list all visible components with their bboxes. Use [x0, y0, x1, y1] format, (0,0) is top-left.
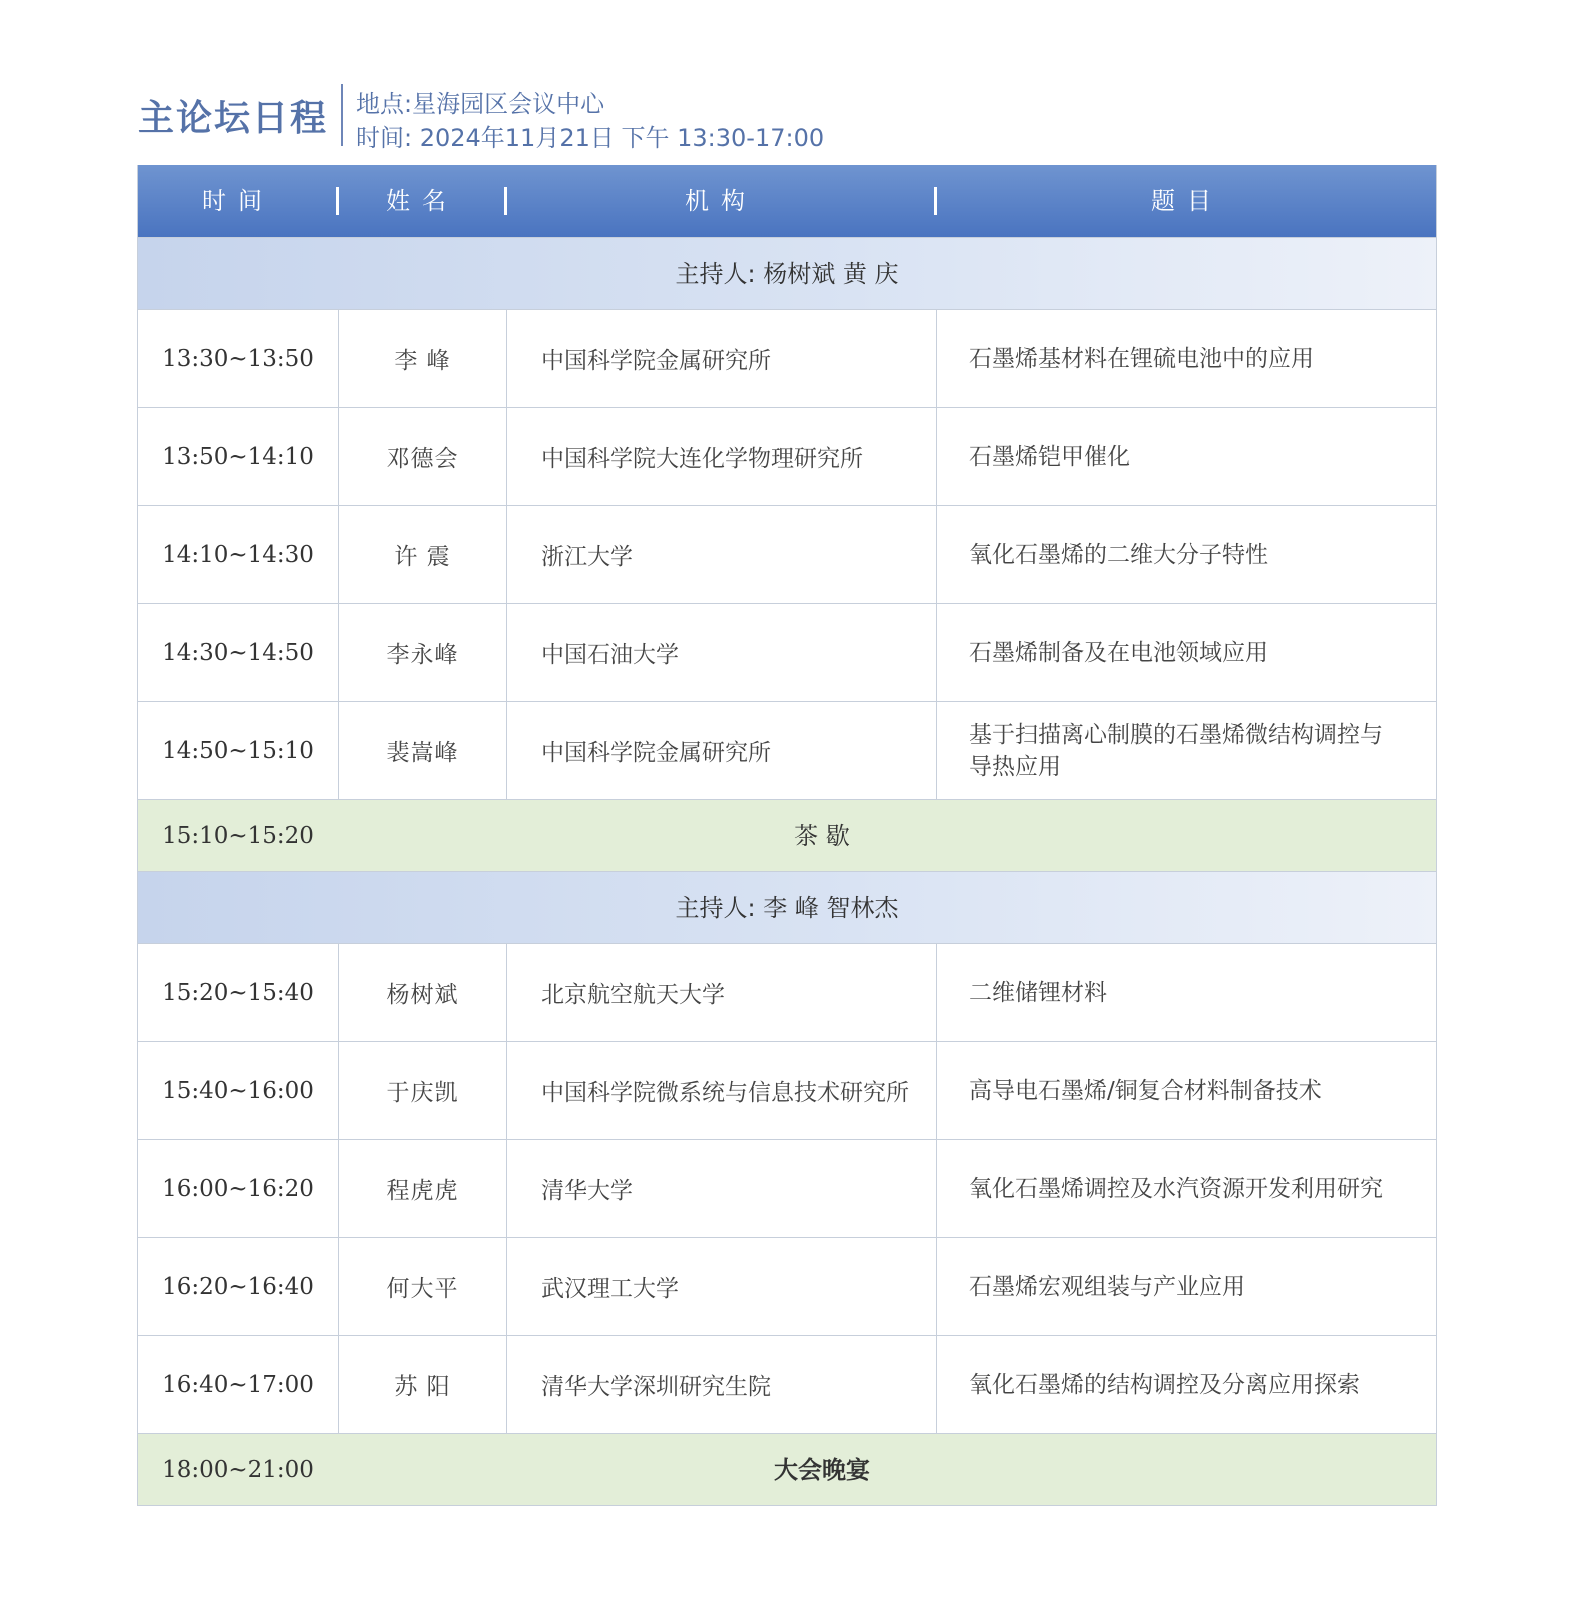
org-cell: 清华大学深圳研究生院 — [506, 1336, 936, 1433]
host-row: 主持人: 杨树斌 黄 庆 — [138, 237, 1436, 309]
table-row — [138, 1335, 1436, 1433]
tea-break-row — [138, 799, 1436, 871]
org-cell: 中国科学院金属研究所 — [506, 702, 936, 799]
column-header-topic: 题目 — [1151, 187, 1223, 215]
column-header-time: 时间 — [202, 187, 274, 215]
table-row — [138, 1139, 1436, 1237]
org-cell: 中国科学院大连化学物理研究所 — [506, 408, 936, 505]
banquet-label: 大会晚宴 — [774, 1456, 870, 1484]
venue-text: 地点:星海园区会议中心 — [356, 90, 605, 118]
speaker-cell: 杨树斌 — [338, 944, 506, 1041]
table-row — [138, 505, 1436, 603]
time-cell: 15:40~16:00 — [162, 1077, 314, 1104]
org-cell: 中国石油大学 — [506, 604, 936, 701]
topic-cell: 石墨烯基材料在锂硫电池中的应用 — [936, 310, 1438, 407]
speaker-cell: 程虎虎 — [338, 1140, 506, 1237]
time-cell: 16:40~17:00 — [162, 1371, 314, 1398]
time-cell: 16:20~16:40 — [162, 1273, 314, 1300]
speaker-cell: 李永峰 — [338, 604, 506, 701]
page-header — [138, 78, 1438, 152]
table-row — [138, 1237, 1436, 1335]
time-cell: 16:00~16:20 — [162, 1175, 314, 1202]
date-time-text: 时间: 2024年11月21日 下午 13:30-17:00 — [356, 124, 825, 152]
time-cell: 14:30~14:50 — [162, 639, 314, 666]
org-cell: 武汉理工大学 — [506, 1238, 936, 1335]
org-cell: 中国科学院金属研究所 — [506, 310, 936, 407]
time-cell: 13:30~13:50 — [162, 345, 314, 372]
speaker-cell: 于庆凯 — [338, 1042, 506, 1139]
table-row — [138, 943, 1436, 1041]
table-row — [138, 1041, 1436, 1139]
time-cell: 14:10~14:30 — [162, 541, 314, 568]
org-cell: 清华大学 — [506, 1140, 936, 1237]
banquet-time: 18:00~21:00 — [162, 1457, 314, 1483]
topic-cell: 氧化石墨烯的二维大分子特性 — [936, 506, 1438, 603]
topic-cell: 二维储锂材料 — [936, 944, 1438, 1041]
break-time: 15:10~15:20 — [162, 823, 314, 849]
speaker-cell: 李 峰 — [338, 310, 506, 407]
table-row — [138, 309, 1436, 407]
speaker-cell: 邓德会 — [338, 408, 506, 505]
schedule-table — [137, 165, 1437, 1506]
topic-cell: 氧化石墨烯调控及水汽资源开发利用研究 — [936, 1140, 1438, 1237]
topic-cell: 高导电石墨烯/铜复合材料制备技术 — [936, 1042, 1438, 1139]
table-row — [138, 603, 1436, 701]
page-title: 主论坛日程 — [138, 98, 329, 139]
time-cell: 15:20~15:40 — [162, 979, 314, 1006]
time-cell: 13:50~14:10 — [162, 443, 314, 470]
speaker-cell: 苏 阳 — [338, 1336, 506, 1433]
topic-cell: 石墨烯铠甲催化 — [936, 408, 1438, 505]
topic-cell: 氧化石墨烯的结构调控及分离应用探索 — [936, 1336, 1438, 1433]
column-header-name: 姓名 — [386, 187, 458, 215]
topic-cell: 基于扫描离心制膜的石墨烯微结构调控与导热应用 — [936, 702, 1438, 799]
column-header-org: 机构 — [685, 187, 757, 215]
host-row: 主持人: 李 峰 智林杰 — [138, 871, 1436, 943]
topic-cell: 石墨烯宏观组装与产业应用 — [936, 1238, 1438, 1335]
table-row — [138, 701, 1436, 799]
speaker-cell: 裴嵩峰 — [338, 702, 506, 799]
topic-cell: 石墨烯制备及在电池领域应用 — [936, 604, 1438, 701]
table-row — [138, 407, 1436, 505]
org-cell: 浙江大学 — [506, 506, 936, 603]
speaker-cell: 许 震 — [338, 506, 506, 603]
table-header — [138, 165, 1436, 237]
header-divider — [341, 84, 343, 146]
break-label: 茶 歇 — [794, 822, 850, 850]
org-cell: 中国科学院微系统与信息技术研究所 — [506, 1042, 936, 1139]
banquet-row — [138, 1433, 1436, 1505]
org-cell: 北京航空航天大学 — [506, 944, 936, 1041]
speaker-cell: 何大平 — [338, 1238, 506, 1335]
time-cell: 14:50~15:10 — [162, 737, 314, 764]
